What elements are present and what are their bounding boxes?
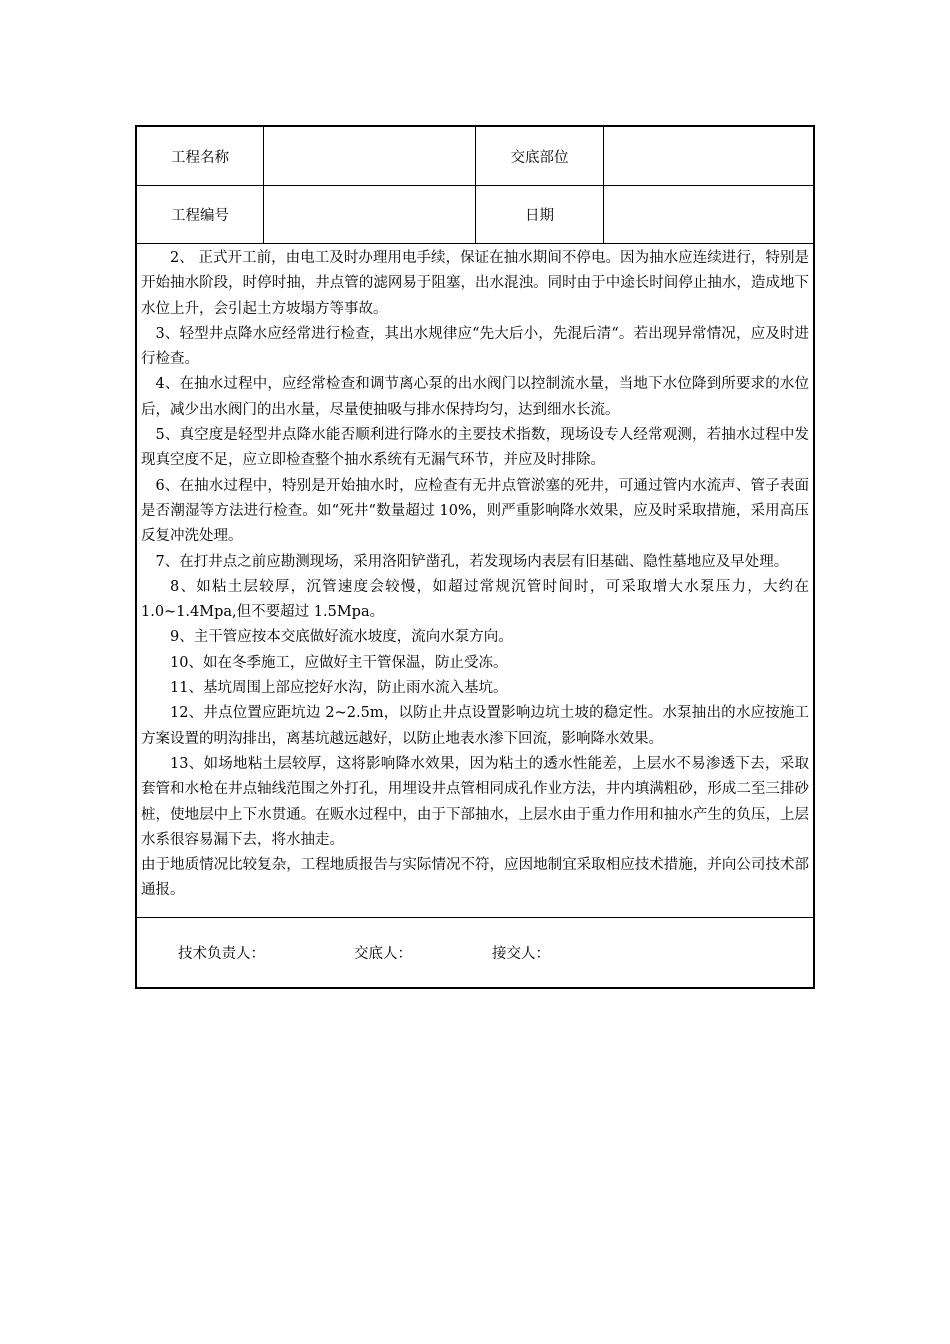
paragraph-8: 8、如粘土层较厚，沉管速度会较慢，如超过常规沉管时间时，可采取增大水泵压力，大约在 1.0~1.4Mpa,但不要超过 1.5Mpa。 xyxy=(141,578,809,621)
project-name-value[interactable] xyxy=(264,127,476,185)
handover-by-signature-label: 交底人： xyxy=(354,946,412,962)
paragraph-12: 12、井点位置应距坑边 2~2.5m，以防止井点设置影响边坑土坡的稳定性。水泵抽出的水应按施工方案设置的明沟排出，离基坑越远越好，以防止地表水渗下回流，影响降水效果。 xyxy=(141,705,809,747)
receiver-signature-label: 接交人： xyxy=(492,946,550,962)
handover-part-label: 交底部位 xyxy=(476,127,604,185)
handover-form xyxy=(135,125,815,989)
project-number-label: 工程编号 xyxy=(137,186,264,243)
paragraph-2: 2、 正式开工前，由电工及时办理用电手续，保证在抽水期间不停电。因为抽水应连续进行，特别是开始抽水阶段，时停时抽，井点管的滤网易于阻塞，出水混浊。同时由于中途长时间停止抽水，造成地下水位上升，会引起土方坡塌方等事故。 xyxy=(141,250,809,317)
paragraph-10: 10、如在冬季施工，应做好主干管保温，防止受冻。 xyxy=(170,654,508,671)
paragraph-3: 3、轻型井点降水应经常进行检查，其出水规律应“先大后小，先混后清“。若出现异常情况，应及时进行检查。 xyxy=(141,325,809,368)
closing-paragraph: 由于地质情况比较复杂，工程地质报告与实际情况不符，应因地制宜采取相应技术措施，并向公司技术部通报。 xyxy=(141,857,809,899)
paragraph-11: 11、基坑周围上部应挖好水沟，防止雨水流入基坑。 xyxy=(170,680,508,697)
handover-part-value[interactable] xyxy=(604,127,813,185)
paragraph-6: 6、在抽水过程中，特别是开始抽水时，应检查有无井点管淤塞的死井，可通过管内水流声、管子表面是否潮湿等方法进行检查。如“死井“数量超过 10%，则严重影响降水效果，应及时采取措施，采用高压反复冲洗处理。 xyxy=(141,477,809,545)
date-value[interactable] xyxy=(604,186,813,243)
header-row-2 xyxy=(137,186,813,244)
project-number-value[interactable] xyxy=(264,186,476,243)
paragraph-13: 13、如场地粘土层较厚，这将影响降水效果，因为粘土的透水性能差，上层水不易渗透下去，采取套管和水枪在井点轴线范围之外打孔，用埋设井点管相同成孔作业方法，井内填满粗砂，形成二至三排砂桩，使地层中上下水贯通。在贩水过程中，由于下部抽水，上层水由于重力作用和抽水产生的负压，上层水系很容易漏下去，将水抽走。 xyxy=(141,755,809,848)
tech-lead-signature-label: 技术负责人： xyxy=(178,946,265,962)
signature-row xyxy=(137,918,813,987)
paragraph-5: 5、真空度是轻型井点降水能否顺利进行降水的主要技术指数，现场设专人经常观测，若抽水过程中发现真空度不足，应立即检查整个抽水系统有无漏气环节，并应及时排除。 xyxy=(141,427,809,469)
date-label: 日期 xyxy=(476,186,604,243)
paragraph-4: 4、在抽水过程中，应经常检查和调节离心泵的出水阀门以控制流水量，当地下水位降到所要求的水位后，减少出水阀门的出水量，尽量使抽吸与排水保持均匀，达到细水长流。 xyxy=(141,376,809,418)
paragraph-7: 7、在打井点之前应勘测现场，采用洛阳铲凿孔，若发现场内表层有旧基础、隐性墓地应及早处理。 xyxy=(155,553,789,570)
handover-content xyxy=(137,244,813,918)
header-row-1 xyxy=(137,127,813,186)
paragraph-9: 9、主干管应按本交底做好流水坡度，流向水泵方向。 xyxy=(170,629,513,646)
project-name-label: 工程名称 xyxy=(137,127,264,185)
